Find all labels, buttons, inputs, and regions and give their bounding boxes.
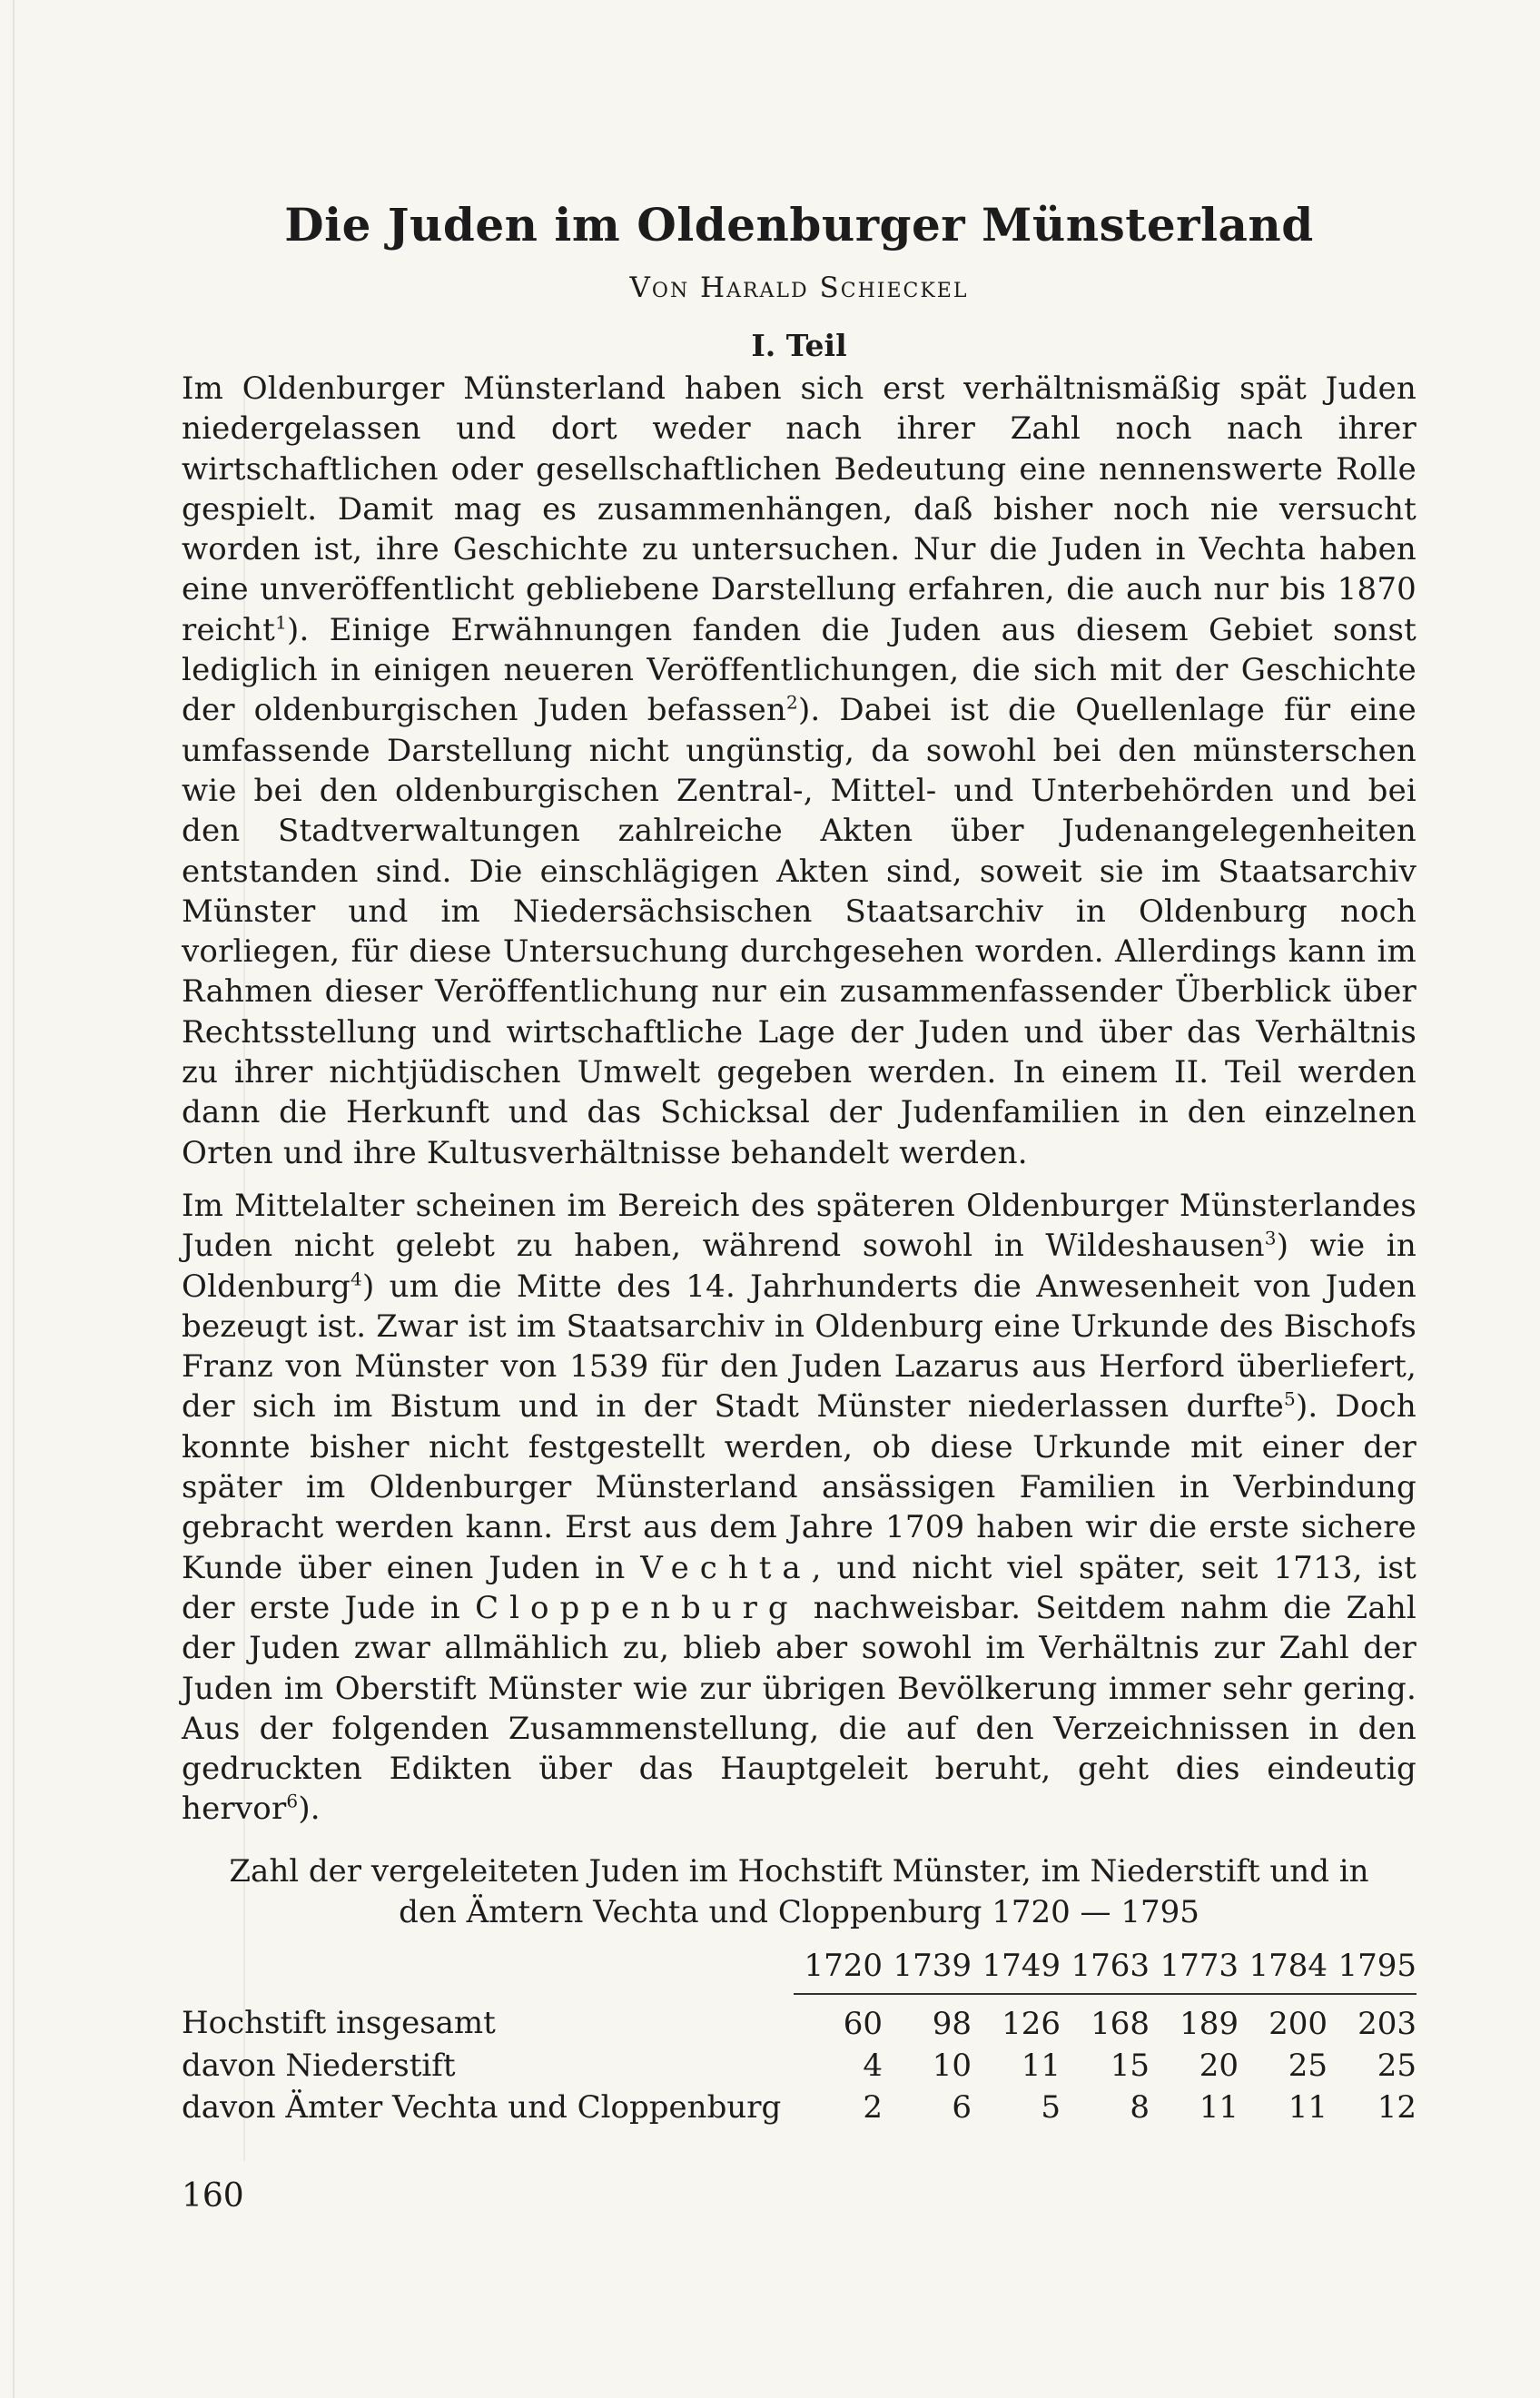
row-label: davon Niederstift [182, 2047, 456, 2084]
statistics-table [182, 1946, 1417, 2128]
table-cell: 126 [1002, 2005, 1061, 2042]
spaced-place-name: Vechta [640, 1549, 812, 1586]
text-run: ). Doch konnte bisher nicht festgestellt werden, ob diese Urkunde mit einer der später im Oldenburger Münsterland ansässigen Familien in Verbindung gebracht werden kann. Erst aus dem Jahre 1709 haben wir die erste sichere Kunde über einen Juden in [182, 1388, 1417, 1586]
text-run: ). Dabei ist die Quellenlage für eine umfassende Darstellung nicht ungünstig, da sowohl bei den münsterschen wie bei den oldenburgischen Zentral-, Mittel- und Unterbehörden und bei den Stadtverwaltungen zahlreiche Akten über Judenangelegenheiten entstanden sind. Die einschlägigen Akten sind, soweit sie im Staatsarchiv Münster und im Niedersächsischen Staatsarchiv in Oldenburg noch vorliegen, für diese Untersuchung durchgesehen worden. Allerdings kann im Rahmen dieser Veröffentlichung nur ein zusammenfassender Überblick über Rechtsstellung und wirtschaftliche Lage der Juden und über das Verhältnis zu ihrer nichtjüdischen Umwelt gegeben werden. In einem II. Teil werden dann die Herkunft und das Schicksal der Judenfamilien in den einzelnen Orten und ihre Kultusverhältnisse behandelt werden. [182, 692, 1417, 1171]
caption-line-2: den Ämtern Vechta und Cloppenburg 1720 — 1795 [399, 1893, 1199, 1930]
table-cell: 4 [863, 2047, 883, 2084]
table-cell: 200 [1269, 2005, 1328, 2042]
table-caption [182, 1851, 1417, 1933]
table-cell: 25 [1288, 2047, 1328, 2084]
year-header: 1795 [1328, 1946, 1417, 1994]
table-cell: 168 [1091, 2005, 1150, 2042]
year-header: 1763 [1061, 1946, 1150, 1994]
table-cell: 2 [863, 2088, 883, 2126]
row-label: davon Ämter Vechta und Cloppenburg [182, 2088, 782, 2126]
text-run: nachweisbar. Seitdem nahm die Zahl der Juden zwar allmählich zu, blieb aber sowohl im Verhältnis zur Zahl der Juden im Oberstift Münster wie zur übrigen Bevölkerung immer sehr gering. Aus der folgenden Zusammenstellung, die auf den Verzeichnissen in den gedruckten Edikten über das Hauptgeleit beruht, geht dies eindeutig hervor [182, 1589, 1417, 1828]
table-cell: 11 [1288, 2088, 1328, 2126]
footnote-ref: 2 [786, 692, 798, 715]
article-title: Die Juden im Oldenburger Münsterland [284, 198, 1314, 252]
paragraph-2 [182, 1186, 1417, 1830]
row-label: Hochstift insgesamt [182, 2005, 496, 2042]
footnote-ref: 5 [1284, 1388, 1296, 1411]
year-header: 1784 [1239, 1946, 1328, 1994]
text-run: ) um die Mitte des 14. Jahrhunderts die Anwesenheit von Juden bezeugt ist. Zwar ist im Staatsarchiv in Oldenburg eine Urkunde des Bischofs Franz von Münster von 1539 für den Juden Lazarus aus Herford überliefert, der sich im Bistum und in der Stadt Münster niederlassen durfte [182, 1268, 1417, 1426]
table-cell: 20 [1199, 2047, 1239, 2084]
footnote-ref: 6 [286, 1791, 299, 1813]
footnote-ref: 4 [350, 1268, 362, 1290]
table-cell: 189 [1180, 2005, 1239, 2042]
table-cell: 11 [1199, 2088, 1239, 2126]
table-header-row [182, 1946, 1417, 1994]
year-header: 1720 [794, 1946, 883, 1994]
text-run: ). [298, 1791, 321, 1828]
part-heading: I. Teil [751, 328, 847, 363]
text-run: , und nicht viel später, seit 1713, ist der erste Jude in [182, 1549, 1417, 1626]
page-edge [13, 0, 15, 2398]
header-blank [182, 1946, 794, 1994]
table-cell: 15 [1110, 2047, 1150, 2084]
author-line: Von Harald Schieckel [629, 271, 969, 304]
footnote-ref: 1 [275, 611, 287, 634]
year-header: 1739 [883, 1946, 972, 1994]
table-cell: 11 [1021, 2047, 1061, 2084]
table-cell: 60 [843, 2005, 883, 2042]
table-row [182, 1994, 1417, 2045]
text-run: Im Oldenburger Münsterland haben sich erst verhältnismäßig spät Juden niedergelassen und dort weder nach ihrer Zahl noch nach ihrer wirtschaftlichen oder gesellschaftlichen Bedeutung eine nennenswerte Rolle gespielt. Damit mag es zusammenhängen, daß bisher noch nie versucht worden ist, ihre Geschichte zu untersuchen. Nur die Juden in Vechta haben eine unveröffentlicht gebliebene Darstellung erfahren, die auch nur bis 1870 reicht [182, 370, 1417, 648]
table-cell: 10 [932, 2047, 972, 2084]
table-cell: 98 [932, 2005, 972, 2042]
paragraph-1 [182, 369, 1417, 1173]
table-cell: 25 [1377, 2047, 1417, 2084]
spaced-place-name: Cloppenburg [475, 1589, 799, 1626]
caption-line-1: Zahl der vergeleiteten Juden im Hochstift Münster, im Niederstift und in [229, 1852, 1369, 1890]
year-header: 1773 [1150, 1946, 1239, 1994]
article [182, 182, 1417, 2215]
table-cell: 6 [952, 2088, 972, 2126]
table-cell: 5 [1041, 2088, 1061, 2126]
text-run: Im Mittelalter scheinen im Bereich des späteren Oldenburger Münsterlandes Juden nicht gelebt zu haben, während sowohl in Wildeshausen [182, 1187, 1417, 1265]
table-cell: 203 [1357, 2005, 1417, 2042]
table-row [182, 2045, 1417, 2087]
table-cell: 12 [1377, 2088, 1417, 2126]
text-run: ) wie in Oldenburg [182, 1228, 1417, 1305]
table-cell: 8 [1130, 2088, 1150, 2126]
text-run: ). Einige Erwähnungen fanden die Juden aus diesem Gebiet sonst lediglich in einigen neueren Veröffentlichungen, die sich mit der Geschichte der oldenburgischen Juden befassen [182, 611, 1417, 729]
year-header: 1749 [972, 1946, 1061, 1994]
footnote-ref: 3 [1264, 1227, 1277, 1249]
table-row [182, 2087, 1417, 2128]
page-number: 160 [182, 2176, 244, 2215]
